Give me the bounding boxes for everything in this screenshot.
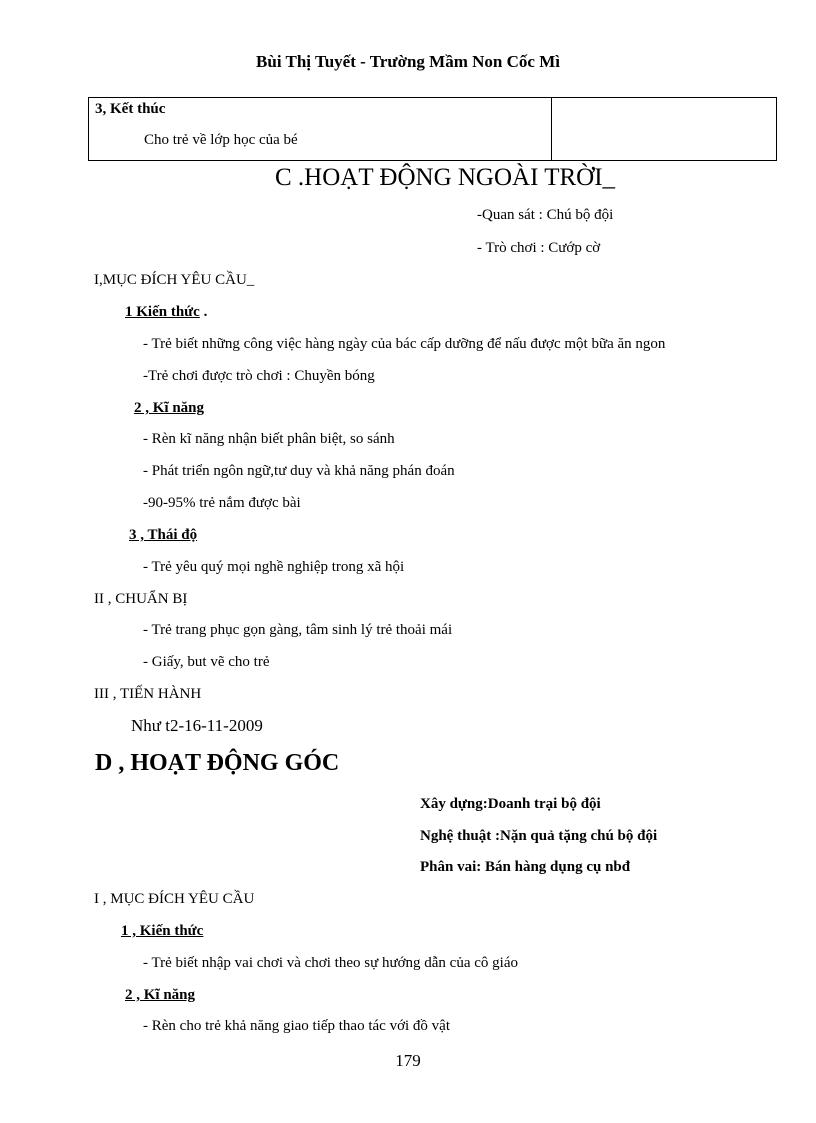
topic-game: - Trò chơi : Cướp cờ: [477, 240, 601, 256]
d-knowledge-label: 1 , Kiến thức: [121, 923, 204, 939]
c-knowledge-line-2: -Trẻ chơi được trò chơi : Chuyền bóng: [143, 368, 375, 384]
c-part1-heading: I,MỤC ĐÍCH YÊU CẦU_: [94, 272, 255, 288]
c-skills-line-2: - Phát triển ngôn ngữ,tư duy và khả năng phán đoán: [143, 463, 455, 479]
c-part3-note: Như t2-16-11-2009: [131, 716, 263, 735]
c-attitude-line-1: - Trẻ yêu quý mọi nghề nghiệp trong xã hội: [143, 559, 405, 575]
d-skills-line-1: - Rèn cho trẻ khả năng giao tiếp thao tác với đồ vật: [143, 1018, 451, 1034]
corner-roleplay: Phân vai: Bán hàng dụng cụ nbđ: [420, 859, 631, 875]
topic-observe: -Quan sát : Chú bộ đội: [477, 207, 614, 223]
d-part1-heading: I , MỤC ĐÍCH YÊU CẦU: [94, 891, 255, 907]
c-knowledge-line-1: - Trẻ biết những công việc hàng ngày của bác cấp dưỡng để nấu được một bữa ăn ngon: [143, 336, 666, 352]
page-number: 179: [395, 1051, 421, 1070]
d-knowledge-line-1: - Trẻ biết nhập vai chơi và chơi theo sự hướng dẫn của cô giáo: [143, 955, 518, 971]
lesson-end-table: [88, 97, 777, 161]
d-skills-label: 2 , Kĩ năng: [125, 987, 196, 1003]
table-divider: [551, 98, 552, 160]
table-content: Cho trẻ về lớp học của bé: [144, 132, 298, 148]
page-header: Bùi Thị Tuyết - Trường Mầm Non Cốc Mì: [256, 52, 560, 71]
c-prep-line-1: - Trẻ trang phục gọn gàng, tâm sinh lý trẻ thoải mái: [143, 622, 453, 638]
c-knowledge-label: 1 Kiến thức .: [125, 304, 208, 320]
c-prep-line-2: - Giấy, but vẽ cho trẻ: [143, 654, 270, 670]
c-part2-heading: II , CHUẨN BỊ: [94, 591, 188, 607]
c-skills-line-1: - Rèn kĩ năng nhận biết phân biệt, so sánh: [143, 431, 395, 447]
c-skills-line-3: -90-95% trẻ nắm được bài: [143, 495, 301, 511]
corner-art: Nghệ thuật :Nặn quả tặng chú bộ đội: [420, 828, 658, 844]
c-skills-label: 2 , Kĩ năng: [134, 400, 205, 416]
section-d-title: D , HOẠT ĐỘNG GÓC: [95, 750, 340, 776]
c-attitude-label: 3 , Thái độ: [129, 527, 198, 543]
table-heading: 3, Kết thúc: [95, 101, 166, 117]
c-part3-heading: III , TIẾN HÀNH: [94, 686, 202, 702]
section-c-title: C .HOẠT ĐỘNG NGOÀI TRỜI_: [275, 164, 616, 191]
corner-building: Xây dựng:Doanh trại bộ đội: [420, 796, 601, 812]
